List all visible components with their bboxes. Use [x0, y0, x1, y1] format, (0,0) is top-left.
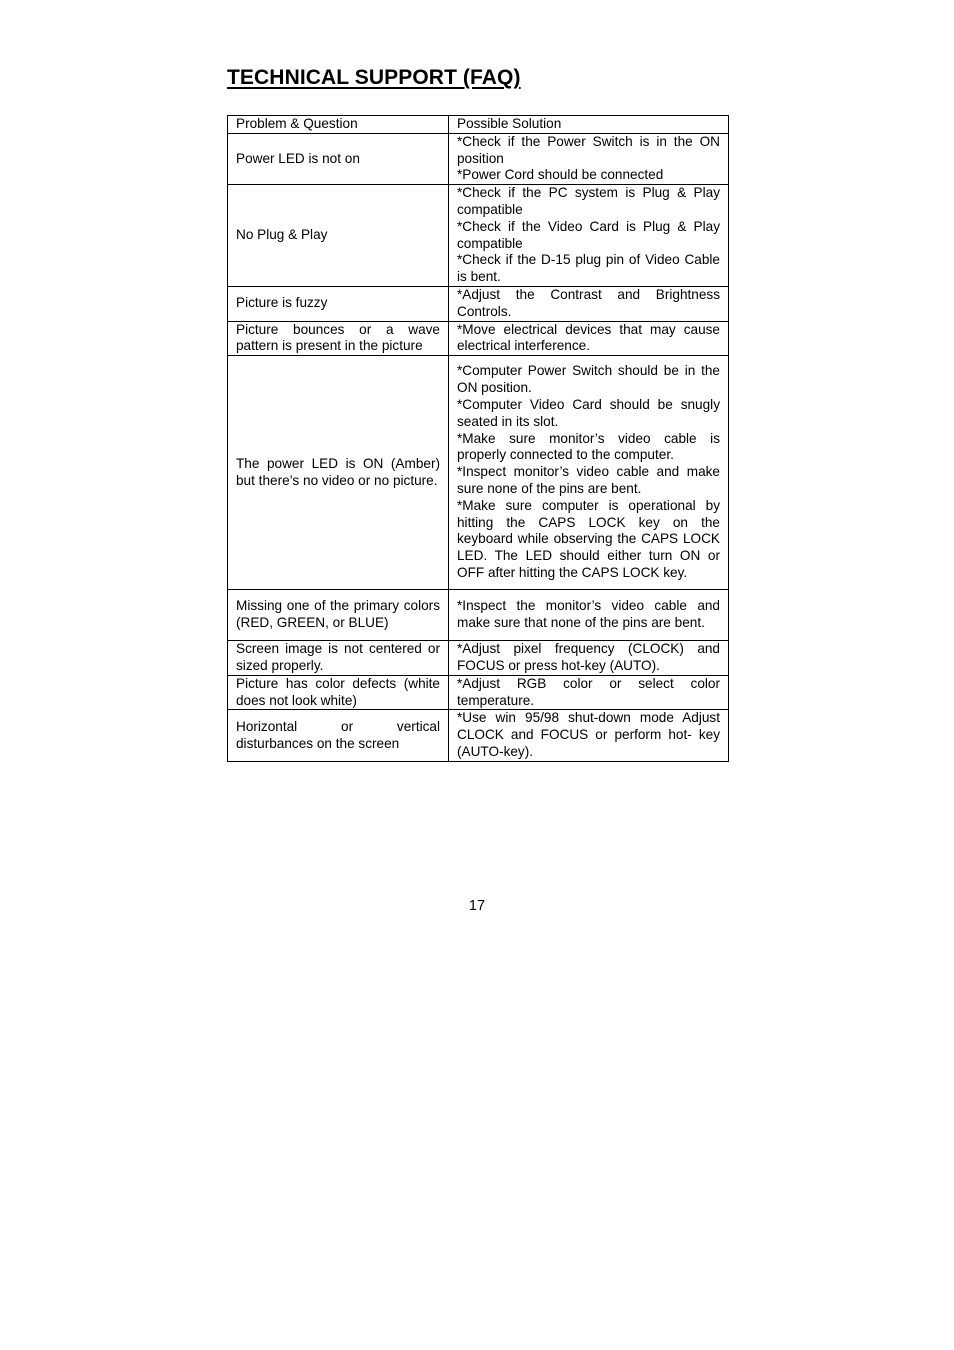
solution-line: *Use win 95/98 shut-down mode Adjust CLOCK and FOCUS or perform hot- key (AUTO-key).: [457, 710, 720, 759]
solution-cell: [449, 321, 729, 356]
table-row: [228, 590, 729, 641]
problem-cell: Horizontal or vertical disturbances on the screen: [228, 710, 449, 761]
problem-cell: Picture has color defects (white does not look white): [228, 675, 449, 710]
solution-line: *Check if the Video Card is Plug & Play compatible: [457, 218, 720, 251]
table-row: [228, 321, 729, 356]
table-row: [228, 356, 729, 590]
problem-cell: Power LED is not on: [228, 133, 449, 184]
solution-line: *Make sure monitor’s video cable is properly connected to the computer.: [457, 430, 720, 463]
table-row: [228, 133, 729, 184]
solution-line: *Adjust RGB color or select color temperature.: [457, 675, 720, 708]
table-row: [228, 185, 729, 287]
faq-table: [227, 115, 729, 762]
problem-cell: Missing one of the primary colors (RED, GREEN, or BLUE): [228, 590, 449, 641]
table-row: [228, 286, 729, 321]
table-header-row: [228, 116, 729, 134]
page-number: 17: [468, 898, 486, 914]
solution-line: *Inspect monitor’s video cable and make sure none of the pins are bent.: [457, 464, 720, 497]
solution-cell: [449, 185, 729, 287]
solution-line: *Adjust pixel frequency (CLOCK) and FOCUS or press hot-key (AUTO).: [457, 641, 720, 673]
solution-line: *Move electrical devices that may cause electrical interference.: [457, 321, 720, 354]
solution-cell: [449, 356, 729, 590]
solution-line: *Inspect the monitor’s video cable and make sure that none of the pins are bent.: [457, 598, 720, 631]
solution-cell: [449, 675, 729, 710]
solution-line: *Make sure computer is operational by hitting the CAPS LOCK key on the keyboard while observing the CAPS LOCK LED. The LED should either turn ON or OFF after hitting the CAPS LOCK key.: [457, 497, 720, 581]
solution-cell: [449, 641, 729, 676]
problem-cell: No Plug & Play: [228, 185, 449, 287]
solution-cell: [449, 133, 729, 184]
header-solution: Possible Solution: [449, 116, 729, 134]
solution-cell: [449, 710, 729, 761]
solution-line: *Check if the D-15 plug pin of Video Cable is bent.: [457, 252, 720, 285]
solution-line: *Check if the PC system is Plug & Play compatible: [457, 185, 720, 217]
solution-line: *Computer Power Switch should be in the ON position.: [457, 363, 720, 396]
solution-line: *Adjust the Contrast and Brightness Controls.: [457, 286, 720, 319]
solution-line: *Computer Video Card should be snugly seated in its slot.: [457, 397, 720, 429]
solution-line: *Check if the Power Switch is in the ON position: [457, 133, 720, 166]
table-row: [228, 710, 729, 761]
table-row: [228, 675, 729, 710]
solution-cell: [449, 286, 729, 321]
problem-cell: Picture is fuzzy: [228, 286, 449, 321]
page-title: TECHNICAL SUPPORT (FAQ): [227, 66, 521, 89]
problem-cell: Picture bounces or a wave pattern is present in the picture: [228, 321, 449, 356]
table-row: [228, 641, 729, 676]
problem-cell: The power LED is ON (Amber) but there’s no video or no picture.: [228, 356, 449, 590]
problem-cell: Screen image is not centered or sized properly.: [228, 641, 449, 676]
header-problem: Problem & Question: [228, 116, 449, 134]
solution-line: *Power Cord should be connected: [457, 167, 664, 183]
solution-cell: [449, 590, 729, 641]
